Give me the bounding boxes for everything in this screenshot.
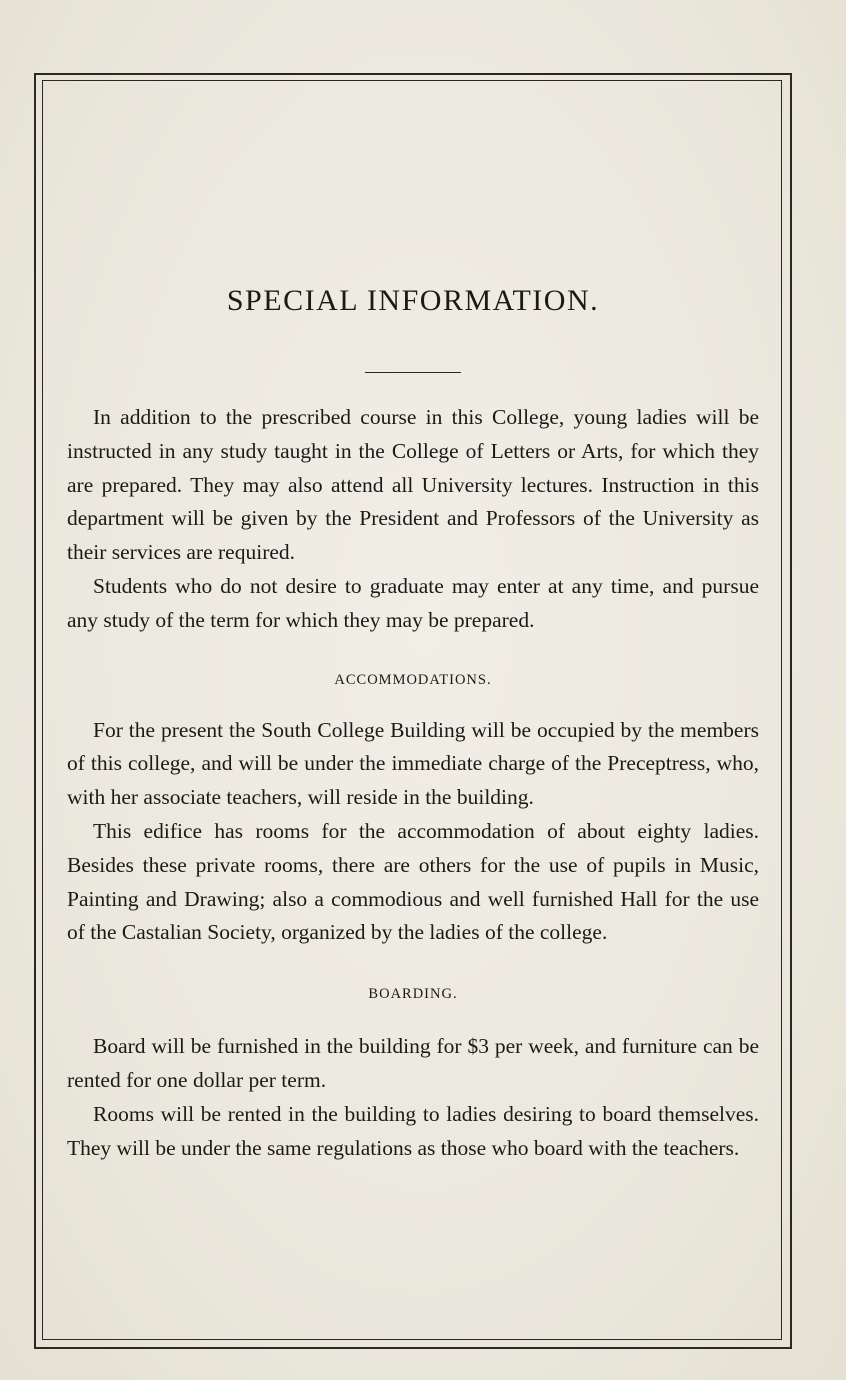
accommodations-paragraph-1: For the present the South College Building will be occupied by the members of this college, and will be under the immediate charge of the Preceptress, who, with her associate teachers, will reside in the building. (67, 717, 759, 810)
page-content (67, 272, 759, 1165)
boarding-paragraph-2: Rooms will be rented in the building to ladies desiring to board themselves. They will be under the same regulations as those who board with the teachers. (67, 1101, 759, 1160)
boarding-heading: BOARDING. (368, 986, 458, 1003)
boarding-paragraph-1: Board will be furnished in the building for $3 per week, and furniture can be rented for one dollar per term. (67, 1034, 759, 1092)
accommodations-paragraph-2: This edifice has rooms for the accommodation of about eighty ladies. Besides these private rooms, there are others for the use of pupils in Music, Painting and Drawing; also a commodious and well furnished Hall for the use of the Castalian Society, organized by the ladies of the college. (67, 818, 759, 945)
page-title: SPECIAL INFORMATION. (226, 284, 600, 317)
intro-paragraph-1: In addition to the prescribed course in this College, young ladies will be instructed in any study taught in the College of Letters or Arts, for which they are prepared. They may also attend all University lectures. Instruction in this department will be given by the President and Professors of the University as their services are required. (67, 405, 759, 565)
title-divider (365, 372, 461, 373)
intro-paragraph-2: Students who do not desire to graduate may enter at any time, and pursue any study of the term for which they may be prepared. (67, 573, 759, 632)
accommodations-heading: ACCOMMODATIONS. (334, 671, 492, 688)
